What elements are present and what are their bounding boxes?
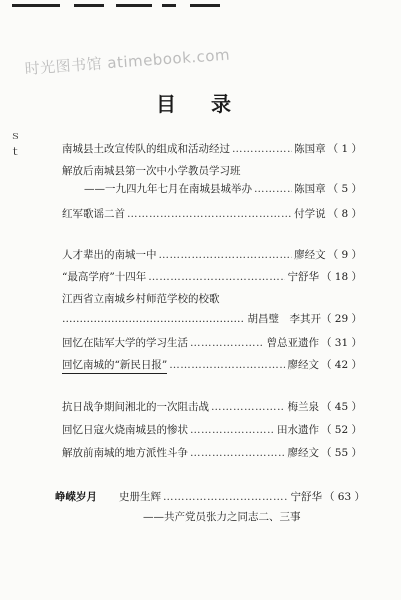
- entry-author: 梅兰泉: [287, 401, 319, 413]
- top-scan-bars: [12, 4, 389, 14]
- entry-page: （ 9 ）: [327, 249, 362, 261]
- toc-entry[interactable]: [62, 358, 362, 374]
- entry-title: 解放后南城县第一次中小学教员学习班: [62, 165, 241, 177]
- toc-entry-subtitle[interactable]: [62, 182, 362, 196]
- entry-page: （ 52 ）: [320, 424, 362, 436]
- watermark: 时光图书馆 atimebook.com: [24, 45, 231, 78]
- entry-page: （ 1 ）: [327, 143, 362, 155]
- entry-author: 陈国章: [294, 143, 326, 155]
- toc-entry[interactable]: [62, 270, 362, 284]
- entry-page: （ 8 ）: [327, 208, 362, 220]
- toc-entry-authors[interactable]: [62, 312, 362, 326]
- entry-title: 回忆南城的“新民日报”: [62, 358, 167, 374]
- entry-title: 江西省立南城乡村师范学校的校歌: [62, 293, 220, 305]
- entry-page: （ 31 ）: [320, 337, 362, 349]
- entry-subtitle: ——一九四九年七月在南城县城举办: [84, 183, 252, 195]
- entry-author: 胡昌璧 李其开: [247, 313, 321, 325]
- page-title: 目 录: [156, 92, 245, 116]
- entry-author: 廖经文: [287, 359, 319, 371]
- entry-title: 史册生辉: [119, 491, 161, 503]
- toc-entry[interactable]: [62, 400, 362, 414]
- entry-author: 田水遗作: [276, 424, 319, 436]
- toc-entry[interactable]: [62, 423, 362, 437]
- entry-author: 曾总亚遗作: [266, 337, 319, 349]
- entry-subtitle: ——共产党员张力之同志二、三事: [143, 511, 301, 523]
- entry-author: 廖经文: [287, 447, 319, 459]
- entry-page: （ 5 ）: [327, 183, 362, 195]
- margin-mark: ｓ: [10, 129, 21, 142]
- entry-title: 南城县土改宣传队的组成和活动经过: [62, 143, 230, 155]
- section-label: 峥嵘岁月: [55, 491, 97, 503]
- toc-section-final[interactable]: [55, 490, 365, 524]
- toc-entry[interactable]: [62, 248, 362, 262]
- entry-page: （ 29 ）: [320, 313, 362, 325]
- entry-author: 付学说: [294, 208, 326, 220]
- margin-marks: [10, 128, 21, 160]
- entry-page: （ 45 ）: [320, 401, 362, 413]
- toc-entry[interactable]: [62, 164, 362, 178]
- toc-entry[interactable]: [62, 336, 362, 350]
- margin-mark: ｔ: [10, 145, 21, 158]
- toc-entry[interactable]: [62, 446, 362, 460]
- toc-entry[interactable]: [62, 207, 362, 221]
- entry-title: 回忆日寇火烧南城县的惨状: [62, 424, 188, 436]
- entry-author: 宁舒华: [290, 491, 322, 503]
- entry-author: 陈国章: [294, 183, 326, 195]
- entry-title: 红军歌谣二首: [62, 208, 125, 220]
- entry-page: （ 63 ）: [323, 491, 365, 503]
- entry-page: （ 18 ）: [320, 271, 362, 283]
- entry-author: 廖经文: [294, 249, 326, 261]
- entry-title: 解放前南城的地方派性斗争: [62, 447, 188, 459]
- entry-page: （ 42 ）: [320, 359, 362, 371]
- toc-entry[interactable]: [62, 142, 362, 156]
- entry-title: “最高学府”十四年: [62, 271, 147, 283]
- entry-author: 宁舒华: [287, 271, 319, 283]
- entry-title: 人才辈出的南城一中: [62, 249, 157, 261]
- entry-title: 抗日战争期间湘北的一次阻击战: [62, 401, 209, 413]
- entry-title: 回忆在陆军大学的学习生活: [62, 337, 188, 349]
- toc-entry[interactable]: [62, 292, 362, 306]
- entry-page: （ 55 ）: [320, 447, 362, 459]
